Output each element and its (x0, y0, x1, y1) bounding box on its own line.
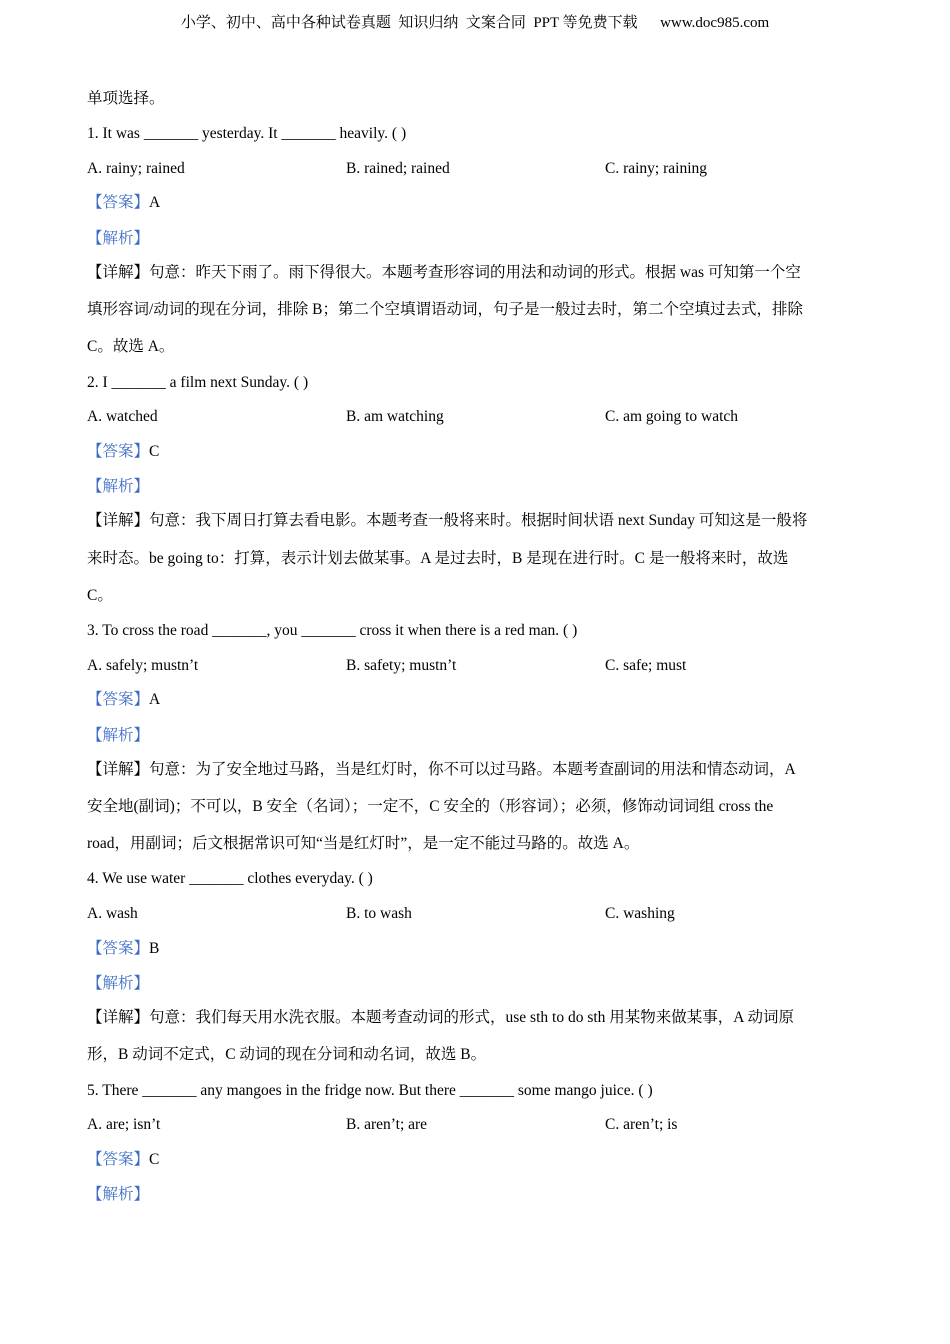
detail-line: C。故选 A。 (87, 338, 175, 355)
detail-line (87, 263, 877, 283)
option-b: B. safety; mustn’t (346, 657, 457, 674)
answer-label: 【答案】 (87, 443, 150, 460)
answer-value: A (149, 691, 161, 708)
detail-line: road，用副词；后文根据常识可知“当是红灯时”，是一定不能过马路的。故选 A。 (87, 835, 640, 852)
detail-label: 【详解】 (87, 1009, 150, 1026)
answer-value: C (149, 443, 160, 460)
answer-label: 【答案】 (87, 691, 150, 708)
answer-label: 【答案】 (87, 940, 150, 957)
answer-line (87, 690, 877, 710)
detail-label: 【详解】 (87, 264, 150, 281)
option-c: C. am going to watch (605, 408, 739, 425)
section-title: 单项选择。 (87, 90, 165, 107)
detail-text: 句意：昨天下雨了。雨下得很大。本题考查形容词的用法和动词的形式。根据 was 可知第一个空 (149, 264, 801, 281)
answer-line (87, 193, 877, 213)
question-stem: 5. There _______ any mangoes in the fridge now. But there _______ some mango juice. ( ) (87, 1082, 653, 1099)
analysis-label: 【解析】 (87, 478, 150, 495)
option-a: A. rainy; rained (87, 160, 185, 177)
detail-line (87, 760, 877, 780)
option-b: B. rained; rained (346, 160, 450, 177)
question-stem: 4. We use water _______ clothes everyday. ( ) (87, 870, 373, 887)
question-stem: 1. It was _______ yesterday. It _______ heavily. ( ) (87, 125, 407, 142)
analysis-label: 【解析】 (87, 975, 150, 992)
detail-line: 形，B 动词不定式，C 动词的现在分词和动名词，故选 B。 (87, 1046, 487, 1063)
option-row (87, 1115, 877, 1135)
answer-line (87, 939, 877, 959)
answer-value: C (149, 1151, 160, 1168)
answer-label: 【答案】 (87, 194, 150, 211)
question-stem: 2. I _______ a film next Sunday. ( ) (87, 374, 309, 391)
detail-label: 【详解】 (87, 512, 150, 529)
option-row (87, 656, 877, 676)
page-header: 小学、初中、高中各种试卷真题 知识归纳 文案合同 PPT 等免费下载 www.doc985.com (180, 15, 770, 31)
detail-line: 填形容词/动词的现在分词，排除 B；第二个空填谓语动词，句子是一般过去时，第二个空填过去式，排除 (87, 301, 804, 318)
detail-text: 句意：我们每天用水洗衣服。本题考查动词的形式，use sth to do sth 用某物来做某事，A 动词原 (149, 1009, 795, 1026)
detail-line (87, 1008, 877, 1028)
detail-line: C。 (87, 587, 113, 604)
option-c: C. rainy; raining (605, 160, 708, 177)
detail-line: 来时态。be going to：打算，表示计划去做某事。A 是过去时，B 是现在进行时。C 是一般将来时，故选 (87, 550, 789, 567)
option-c: C. washing (605, 905, 675, 922)
option-row (87, 407, 877, 427)
analysis-label: 【解析】 (87, 230, 150, 247)
answer-line (87, 1150, 877, 1170)
option-b: B. to wash (346, 905, 412, 922)
answer-value: B (149, 940, 160, 957)
option-b: B. aren’t; are (346, 1116, 428, 1133)
detail-line: 安全地(副词)；不可以，B 安全（名词）；一定不，C 安全的（形容词）；必须，修饰动词词组 cross the (87, 798, 774, 815)
option-a: A. safely; mustn’t (87, 657, 199, 674)
option-row (87, 904, 877, 924)
analysis-label: 【解析】 (87, 1186, 150, 1203)
answer-line (87, 442, 877, 462)
analysis-label: 【解析】 (87, 727, 150, 744)
option-row (87, 159, 877, 179)
answer-value: A (149, 194, 161, 211)
detail-text: 句意：我下周日打算去看电影。本题考查一般将来时。根据时间状语 next Sunday 可知这是一般将 (149, 512, 808, 529)
detail-label: 【详解】 (87, 761, 150, 778)
answer-label: 【答案】 (87, 1151, 150, 1168)
option-c: C. safe; must (605, 657, 687, 674)
detail-line (87, 511, 877, 531)
option-b: B. am watching (346, 408, 444, 425)
option-a: A. wash (87, 905, 138, 922)
option-a: A. watched (87, 408, 158, 425)
option-c: C. aren’t; is (605, 1116, 678, 1133)
question-stem: 3. To cross the road _______, you _______ cross it when there is a red man. ( ) (87, 622, 578, 639)
option-a: A. are; isn’t (87, 1116, 161, 1133)
detail-text: 句意：为了安全地过马路，当是红灯时，你不可以过马路。本题考查副词的用法和情态动词，A (149, 761, 796, 778)
